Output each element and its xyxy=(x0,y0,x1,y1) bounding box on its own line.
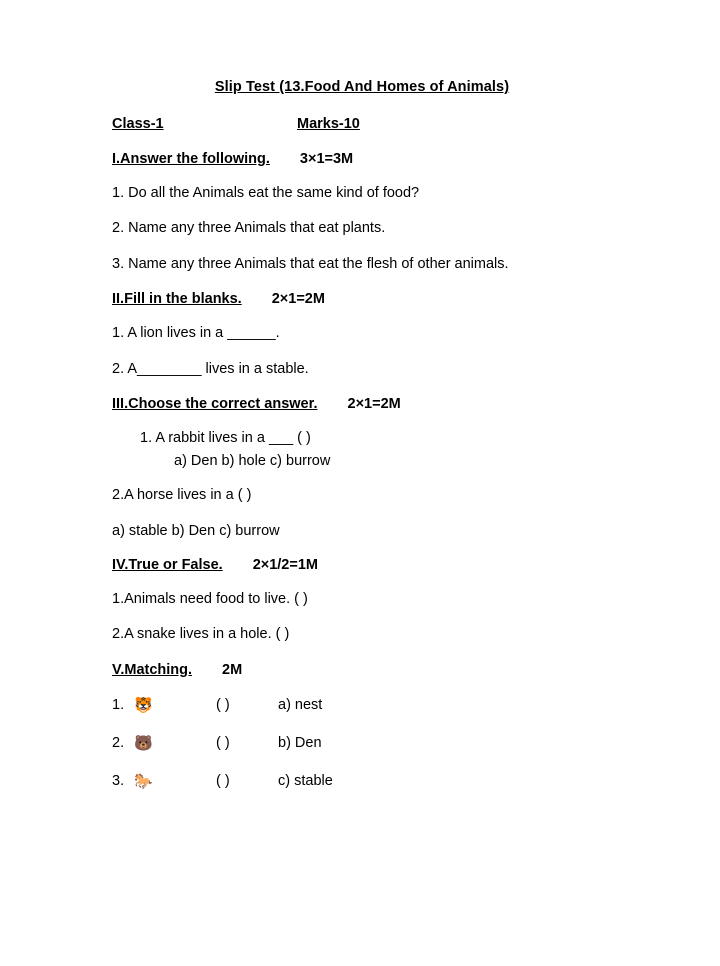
mcq-options: a) Den b) hole c) burrow xyxy=(174,453,331,470)
section-heading-5: V.Matching. xyxy=(112,661,193,678)
matching-option: c) stable xyxy=(278,772,333,789)
question-item: 3. Name any three Animals that eat the flesh of other animals. xyxy=(112,255,509,272)
section-heading-row-1 xyxy=(112,151,612,167)
mcq-options: a) stable b) Den c) burrow xyxy=(112,522,280,539)
question-item: 1. A lion lives in a ______. xyxy=(112,325,280,342)
question-item: 2. A________ lives in a stable. xyxy=(112,360,309,377)
section-heading-2: II.Fill in the blanks. xyxy=(112,291,242,308)
section-marks-3: 2×1=2M xyxy=(347,395,401,412)
matching-answer-box: ( ) xyxy=(216,772,230,789)
matching-row xyxy=(112,734,612,752)
horse-emoji: 🐎 xyxy=(134,772,153,790)
section-heading-1: I.Answer the following. xyxy=(112,151,270,167)
question-item: 1. A rabbit lives in a ___ ( ) xyxy=(140,429,311,446)
section-heading-row-3 xyxy=(112,396,612,412)
matching-number: 1. xyxy=(112,696,125,713)
matching-number: 3. xyxy=(112,772,125,789)
meta-row xyxy=(112,116,612,132)
section-heading-row-5 xyxy=(112,662,612,678)
section-marks-2: 2×1=2M xyxy=(271,291,325,308)
question-item: 2.A snake lives in a hole. ( ) xyxy=(112,626,290,643)
question-item: 1. Do all the Animals eat the same kind of food? xyxy=(112,185,420,201)
question-item: 2. Name any three Animals that eat plants. xyxy=(112,220,386,237)
matching-answer-box: ( ) xyxy=(216,734,230,751)
class-label: Class-1 xyxy=(112,116,164,132)
title-row xyxy=(112,78,612,96)
tiger-face-emoji: 🐯 xyxy=(134,696,153,714)
matching-row xyxy=(112,696,612,714)
section-marks-1: 3×1=3M xyxy=(299,151,354,167)
section-marks-5: 2M xyxy=(222,661,243,678)
question-item: 1.Animals need food to live. ( ) xyxy=(112,590,308,607)
marks-label: Marks-10 xyxy=(297,116,360,132)
bear-emoji: 🐻 xyxy=(134,734,153,752)
section-heading-4: IV.True or False. xyxy=(112,556,223,573)
section-heading-row-2 xyxy=(112,291,612,307)
matching-row xyxy=(112,772,612,790)
section-heading-3: III.Choose the correct answer. xyxy=(112,395,318,412)
section-marks-4: 2×1/2=1M xyxy=(252,556,318,573)
matching-option: a) nest xyxy=(278,696,323,713)
matching-number: 2. xyxy=(112,734,125,751)
matching-answer-box: ( ) xyxy=(216,696,230,713)
matching-option: b) Den xyxy=(278,734,322,751)
section-heading-row-4 xyxy=(112,557,612,573)
document-content xyxy=(112,78,612,810)
question-item: 2.A horse lives in a ( ) xyxy=(112,487,252,504)
page-title: Slip Test (13.Food And Homes of Animals) xyxy=(214,79,510,95)
